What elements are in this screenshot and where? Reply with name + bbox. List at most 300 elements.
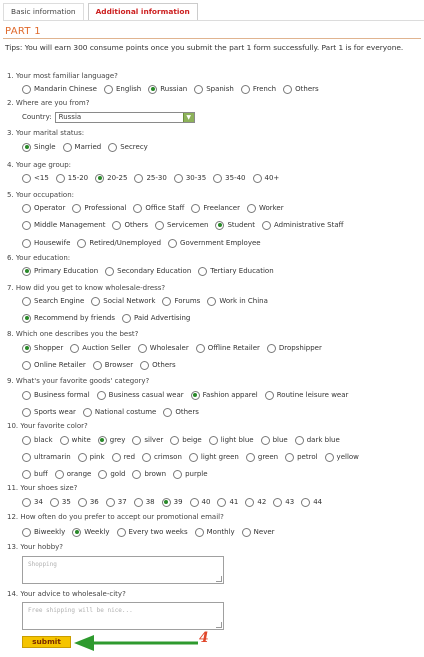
radio-option-middle-management[interactable] [22,221,105,230]
radio-button[interactable] [138,344,147,353]
radio-button[interactable] [98,436,107,445]
radio-label: Secrecy [120,143,148,151]
radio-button[interactable] [78,453,87,462]
radio-option-routine-leisure-wear[interactable] [265,391,349,400]
radio-button[interactable] [50,498,59,507]
options-color-row-1 [22,435,347,445]
radio-label: white [71,436,91,444]
radio-label: Dropshipper [278,344,322,352]
radio-option-purple[interactable] [173,470,207,479]
radio-label: Forums [174,297,201,305]
radio-option-biweekly[interactable] [22,528,65,537]
radio-option-forums[interactable] [162,297,200,306]
radio-label: Recommend by friends [34,314,115,322]
radio-button[interactable] [155,221,164,230]
radio-label: Sports wear [34,408,76,416]
radio-option-pink[interactable] [78,453,105,462]
radio-option-office-staff[interactable] [133,204,184,213]
options-occupation-row-2 [22,220,350,230]
radio-option-others[interactable] [112,221,148,230]
radio-option-34[interactable] [22,498,43,507]
radio-option-25-30[interactable] [134,174,166,183]
radio-label: Others [124,221,148,229]
radio-option-black[interactable] [22,436,53,445]
radio-button[interactable] [140,361,149,370]
radio-button[interactable] [22,361,31,370]
radio-option-crimson[interactable] [142,453,182,462]
tab-basic-information[interactable]: Basic information [3,3,84,20]
radio-button[interactable] [132,436,141,445]
radio-button[interactable] [108,143,117,152]
radio-option-never[interactable] [242,528,275,537]
radio-button[interactable] [215,221,224,230]
radio-button[interactable] [163,408,172,417]
advice-textarea[interactable] [22,602,224,630]
radio-option-petrol[interactable] [285,453,317,462]
resize-grip-icon[interactable] [216,622,222,628]
radio-label: Administrative Staff [274,221,344,229]
radio-label: 20-25 [107,174,128,182]
radio-option-30-35[interactable] [174,174,206,183]
radio-button[interactable] [22,314,31,323]
radio-option-weekly[interactable] [72,528,109,537]
radio-option-buff[interactable] [22,470,48,479]
radio-button[interactable] [262,221,271,230]
radio-label: Others [295,85,319,93]
radio-label: 15-20 [67,174,89,182]
radio-option-dropshipper[interactable] [267,344,322,353]
radio-option-administrative-staff[interactable] [262,221,343,230]
radio-label: black [34,436,53,444]
radio-option-40[interactable] [190,498,211,507]
radio-option-operator[interactable] [22,204,65,213]
question-referral: 7. How did you get to know wholesale-dress? [7,284,166,292]
radio-option-every-two-weeks[interactable] [117,528,188,537]
radio-option-light-green[interactable] [189,453,239,462]
question-age: 4. Your age group: [7,161,72,169]
radio-option-gold[interactable] [98,470,125,479]
radio-button[interactable] [22,267,31,276]
radio-label: blue [272,436,288,444]
radio-option-35[interactable] [50,498,71,507]
radio-label: 34 [34,498,43,506]
radio-label: English [115,85,142,93]
radio-label: 30-35 [185,174,207,182]
radio-option-36[interactable] [78,498,99,507]
radio-label: dark blue [306,436,340,444]
radio-label: 35 [61,498,71,506]
radio-button[interactable] [22,391,31,400]
radio-label: Routine leisure wear [276,391,349,399]
radio-option-worker[interactable] [247,204,284,213]
radio-option-20-25[interactable] [95,174,127,183]
radio-label: Spanish [206,85,234,93]
submit-button[interactable]: submit [22,636,71,648]
radio-option-41[interactable] [217,498,238,507]
radio-button[interactable] [273,498,282,507]
radio-option-housewife[interactable] [22,239,70,248]
radio-option-social-network[interactable] [91,297,155,306]
radio-option-browser[interactable] [93,361,133,370]
radio-label: gold [110,470,126,478]
radio-label: purple [185,470,208,478]
radio-button[interactable] [247,204,256,213]
radio-option-40[interactable] [253,174,280,183]
radio-option-shopper[interactable] [22,344,63,353]
radio-button[interactable] [267,344,276,353]
radio-option-15[interactable] [22,174,49,183]
options-education [22,266,281,276]
radio-option-others[interactable] [163,408,199,417]
advice-placeholder: Free shipping will be nice... [28,607,133,614]
options-color-row-3 [22,469,215,479]
radio-option-43[interactable] [273,498,294,507]
radio-option-russian[interactable] [148,85,187,94]
radio-button[interactable] [189,453,198,462]
radio-label: Paid Advertising [133,314,191,322]
radio-label: 42 [257,498,267,506]
radio-button[interactable] [148,85,157,94]
country-select[interactable] [55,112,195,123]
radio-label: Single [34,143,56,151]
chevron-down-icon[interactable]: ▼ [183,113,194,122]
radio-label: 43 [285,498,295,506]
radio-option-brown[interactable] [132,470,166,479]
radio-button[interactable] [242,528,251,537]
radio-button[interactable] [117,528,126,537]
radio-label: light green [200,453,239,461]
radio-option-auction-seller[interactable] [70,344,131,353]
country-value: Russia [58,112,82,121]
radio-label: orange [66,470,92,478]
radio-label: Primary Education [34,267,99,275]
radio-button[interactable] [91,297,100,306]
radio-button[interactable] [265,391,274,400]
radio-option-english[interactable] [104,85,141,94]
radio-option-business-casual-wear[interactable] [97,391,184,400]
annotation-number: 4 [199,630,209,646]
radio-label: brown [144,470,167,478]
radio-option-sports-wear[interactable] [22,408,76,417]
radio-button[interactable] [22,239,31,248]
radio-option-secrecy[interactable] [108,143,148,152]
question-language: 1. Your most familiar language? [7,72,118,80]
question-marital: 3. Your marital status: [7,129,85,137]
radio-button[interactable] [209,436,218,445]
radio-label: ultramarin [34,453,71,461]
options-describe-row-2 [22,360,183,370]
radio-button[interactable] [134,174,143,183]
radio-button[interactable] [191,204,200,213]
radio-label: Every two weeks [128,528,188,536]
question-occupation: 5. Your occupation: [7,191,74,199]
radio-label: Business casual wear [108,391,184,399]
radio-button[interactable] [261,436,270,445]
radio-label: Government Employee [180,239,261,247]
radio-label: 41 [229,498,239,506]
radio-button[interactable] [112,453,121,462]
radio-option-french[interactable] [241,85,276,94]
radio-button[interactable] [83,408,92,417]
radio-option-42[interactable] [245,498,266,507]
radio-option-paid-advertising[interactable] [122,314,190,323]
resize-grip-icon[interactable] [216,576,222,582]
radio-option-online-retailer[interactable] [22,361,86,370]
radio-button[interactable] [98,470,107,479]
radio-button[interactable] [22,344,31,353]
radio-label: Work in China [219,297,268,305]
radio-option-offline-retailer[interactable] [196,344,260,353]
radio-option-light-blue[interactable] [209,436,254,445]
radio-button[interactable] [295,436,304,445]
radio-button[interactable] [56,174,65,183]
radio-option-wholesaler[interactable] [138,344,189,353]
radio-option-government-employee[interactable] [168,239,261,248]
radio-button[interactable] [198,267,207,276]
radio-label: petrol [297,453,318,461]
radio-button[interactable] [22,204,31,213]
options-category-row-2 [22,407,206,417]
radio-button[interactable] [170,436,179,445]
radio-label: Worker [258,204,284,212]
radio-button[interactable] [70,344,79,353]
radio-button[interactable] [168,239,177,248]
radio-label: 37 [117,498,127,506]
radio-option-secondary-education[interactable] [105,267,191,276]
radio-label: Secondary Education [117,267,192,275]
radio-option-single[interactable] [22,143,56,152]
hobby-placeholder: Shopping [28,561,57,568]
radio-option-student[interactable] [215,221,255,230]
radio-label: Browser [104,361,134,369]
radio-option-orange[interactable] [55,470,92,479]
radio-button[interactable] [63,143,72,152]
options-marital [22,142,155,152]
radio-button[interactable] [173,470,182,479]
green-arrow-icon [72,632,200,656]
radio-label: yellow [336,453,359,461]
radio-button[interactable] [190,498,199,507]
radio-label: Never [253,528,275,536]
question-origin: 2. Where are you from? [7,99,90,107]
radio-option-red[interactable] [112,453,135,462]
radio-label: Freelancer [203,204,240,212]
tab-bar [3,3,202,20]
radio-label: green [257,453,279,461]
radio-label: Auction Seller [82,344,131,352]
radio-button[interactable] [22,436,31,445]
radio-label: 35-40 [225,174,246,182]
radio-button[interactable] [105,267,114,276]
options-describe-row-1 [22,343,329,353]
radio-button[interactable] [97,391,106,400]
radio-label: red [123,453,136,461]
radio-option-primary-education[interactable] [22,267,98,276]
radio-label: Office Staff [145,204,185,212]
radio-option-search-engine[interactable] [22,297,84,306]
radio-button[interactable] [22,470,31,479]
radio-button[interactable] [142,453,151,462]
radio-label: Offline Retailer [207,344,260,352]
radio-button[interactable] [95,174,104,183]
radio-button[interactable] [22,498,31,507]
radio-button[interactable] [106,498,115,507]
radio-button[interactable] [191,391,200,400]
radio-label: Online Retailer [34,361,86,369]
radio-option-spanish[interactable] [194,85,234,94]
radio-button[interactable] [217,498,226,507]
radio-option-ultramarin[interactable] [22,453,71,462]
radio-button[interactable] [133,204,142,213]
radio-option-white[interactable] [60,436,91,445]
radio-label: 36 [89,498,99,506]
question-describe: 8. Which one describes you the best? [7,330,139,338]
radio-button[interactable] [285,453,294,462]
radio-button[interactable] [72,528,81,537]
radio-button[interactable] [245,498,254,507]
radio-option-recommend-by-friends[interactable] [22,314,115,323]
radio-button[interactable] [301,498,310,507]
question-category: 9. What's your favorite goods' category? [7,377,150,385]
radio-option-blue[interactable] [261,436,288,445]
options-color-row-2 [22,452,366,462]
radio-label: Monthly [206,528,235,536]
radio-option-monthly[interactable] [195,528,235,537]
radio-label: 39 [173,498,183,506]
options-referral-row-2 [22,313,197,323]
radio-option-professional[interactable] [72,204,126,213]
radio-button[interactable] [22,174,31,183]
question-advice: 14. Your advice to wholesale-city? [7,590,126,598]
radio-option-fashion-apparel[interactable] [191,391,258,400]
radio-button[interactable] [213,174,222,183]
radio-button[interactable] [78,498,87,507]
radio-button[interactable] [283,85,292,94]
radio-option-silver[interactable] [132,436,163,445]
radio-button[interactable] [60,436,69,445]
radio-button[interactable] [162,297,171,306]
radio-button[interactable] [22,221,31,230]
radio-button[interactable] [112,221,121,230]
radio-button[interactable] [93,361,102,370]
radio-option-15-20[interactable] [56,174,88,183]
radio-label: French [252,85,277,93]
radio-option-grey[interactable] [98,436,126,445]
radio-label: Russian [160,85,188,93]
radio-button[interactable] [174,174,183,183]
radio-button[interactable] [55,470,64,479]
radio-option-35-40[interactable] [213,174,245,183]
part-title: PART 1 [5,26,41,37]
radio-option-yellow[interactable] [325,453,359,462]
tab-additional-information[interactable]: Additional information [88,3,198,20]
radio-label: National costume [94,408,157,416]
radio-option-national-costume[interactable] [83,408,156,417]
options-shoes [22,497,329,507]
radio-button[interactable] [194,85,203,94]
radio-label: Student [227,221,255,229]
radio-label: Business formal [34,391,90,399]
radio-option-tertiary-education[interactable] [198,267,273,276]
radio-label: Tertiary Education [210,267,274,275]
radio-option-dark-blue[interactable] [295,436,340,445]
radio-button[interactable] [104,85,113,94]
country-row [22,112,195,122]
radio-label: 44 [313,498,323,506]
options-category-row-1 [22,390,355,400]
radio-option-39[interactable] [162,498,183,507]
radio-option-married[interactable] [63,143,102,152]
radio-button[interactable] [22,453,31,462]
radio-label: grey [109,436,126,444]
radio-label: Shopper [34,344,64,352]
options-occupation-row-1 [22,203,291,213]
radio-button[interactable] [22,297,31,306]
radio-option-others[interactable] [283,85,319,94]
radio-option-business-formal[interactable] [22,391,90,400]
radio-button[interactable] [77,239,86,248]
tab-divider [3,20,424,21]
radio-button[interactable] [22,143,31,152]
radio-option-freelancer[interactable] [191,204,240,213]
radio-option-37[interactable] [106,498,127,507]
radio-label: Wholesaler [149,344,189,352]
radio-button[interactable] [132,470,141,479]
radio-option-work-in-china[interactable] [207,297,268,306]
radio-label: Weekly [84,528,110,536]
radio-option-beige[interactable] [170,436,201,445]
radio-option-retired-unemployed[interactable] [77,239,161,248]
hobby-textarea[interactable] [22,556,224,584]
radio-label: 25-30 [146,174,167,182]
radio-button[interactable] [196,344,205,353]
radio-button[interactable] [241,85,250,94]
radio-button[interactable] [22,528,31,537]
radio-button[interactable] [122,314,131,323]
radio-button[interactable] [72,204,81,213]
radio-button[interactable] [134,498,143,507]
radio-label: <15 [34,174,49,182]
radio-button[interactable] [253,174,262,183]
radio-button[interactable] [22,85,31,94]
radio-label: buff [34,470,48,478]
radio-button[interactable] [207,297,216,306]
radio-label: Fashion apparel [202,391,258,399]
radio-label: 40 [201,498,211,506]
radio-label: Biweekly [34,528,66,536]
radio-option-mandarin-chinese[interactable] [22,85,97,94]
radio-button[interactable] [325,453,334,462]
radio-option-38[interactable] [134,498,155,507]
radio-button[interactable] [195,528,204,537]
options-language [22,84,326,94]
radio-label: Servicemen [167,221,209,229]
radio-button[interactable] [246,453,255,462]
radio-button[interactable] [22,408,31,417]
radio-label: Married [74,143,102,151]
part-divider [3,38,421,39]
radio-button[interactable] [162,498,171,507]
options-email-frequency [22,527,282,537]
radio-option-servicemen[interactable] [155,221,208,230]
question-hobby: 13. Your hobby? [7,543,63,551]
radio-label: light blue [220,436,254,444]
radio-option-44[interactable] [301,498,322,507]
radio-option-others[interactable] [140,361,176,370]
radio-label: Mandarin Chinese [34,85,97,93]
radio-option-green[interactable] [246,453,278,462]
radio-label: 40+ [264,174,280,182]
